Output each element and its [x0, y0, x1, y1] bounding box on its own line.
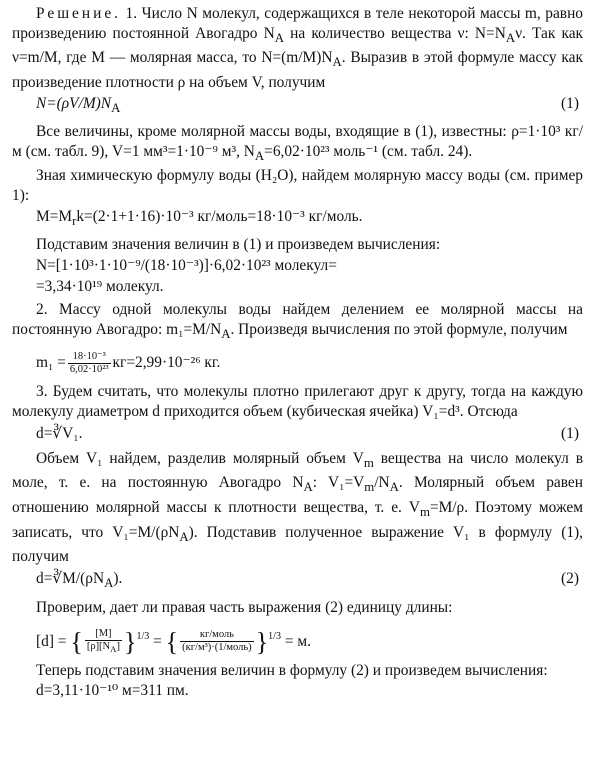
equation-number: (1)	[561, 424, 579, 442]
paragraph-volume: Объем V₁ найдем, разделив молярный объем $V_m$ вещества на число молекул в моле, т. е. на постоянную Авогадро $N_A$: $V_1=V_m/N_A$. Молярный объем равен отношению молярной массы к плотности вещества, т. е. $V_m=M/\rho$. Поэтому можем записать, что $V_1=M/(\rho N_A)$. Подставив полученное выражение V₁ в формулу (1), получим	[12, 449, 584, 566]
equation-d-1: d=∛V₁. (1)	[12, 423, 583, 445]
brace-close: }	[255, 626, 269, 656]
equation-n-line-2: =3,34·10¹⁹ молекул.	[36, 277, 164, 295]
paragraph-known-values: Все величины, кроме молярной массы воды, входящие в (1), известны: ρ=1·10³ кг/м (см. табл. 9), V=1 мм³=1·10⁻⁹ м³, $N_A=6,02\cdot 10^{23}$ моль⁻¹ (см. табл. 24).	[12, 123, 583, 163]
equation-n-line-1: N=[1·10³·1·10⁻⁹/(18·10⁻³)]·6,02·10²³ молекул=	[36, 256, 337, 274]
paragraph-molecule-mass: 2. Массу одной молекулы воды найдем делением ее молярной массы на постоянную Авогадро: $m_1=M/N_A$. Произведя вычисления по этой формуле, получим	[12, 301, 583, 341]
equation-m1: m₁ = $\frac{\text{18·10⁻³}}{\text{6,02·10²³}}$ кг=2,99·10⁻²⁶ кг.	[36, 351, 221, 376]
brace-open: {	[70, 626, 83, 656]
equation-number: (1)	[561, 94, 579, 112]
paragraph-final-substitute: Теперь подставим значения величин в формулу (2) и произведем вычисления:	[36, 661, 548, 679]
brace-open: {	[165, 626, 179, 656]
brace-close: }	[123, 626, 137, 656]
equation-1: $N=(\rho V/M)N_A$ (1)	[36, 94, 579, 115]
fraction-m1: $\frac{\text{18·10⁻³}}{\text{6,02·10²³}}$	[69, 351, 109, 376]
equation-final: d=3,11·10⁻¹⁰ м=311 пм.	[36, 682, 189, 700]
fraction-dimension-2: $\frac{\text{кг/моль}}{\text{(кг/м³)·(1/моль)}}$	[182, 629, 252, 654]
solution-heading: Решение.	[36, 5, 122, 22]
paragraph-water-formula: Зная химическую формулу воды (H₂O), найдем молярную массу воды (см. пример 1):	[12, 167, 583, 205]
equation-d-2: $d=∛M/(\rho N_A)$. (2)	[36, 569, 579, 590]
equation-molar-mass: $M=M_rk=(2\cdot 1+1\cdot 16)\cdot 10^{-3}$ кг/моль=18·10⁻³ кг/моль.	[36, 207, 363, 228]
paragraph-substitute-1: Подставим значения величин в (1) и произведем вычисления:	[36, 236, 441, 254]
equation-number: (2)	[561, 569, 579, 587]
paragraph-cubic-cell: 3. Будем считать, что молекулы плотно прилегают друг к другу, тогда на каждую молекулу диаметром d приходится объем (кубическая ячейка) V₁=d³. Отсюда	[12, 383, 583, 420]
paragraph-unit-check: Проверим, дает ли правая часть выражения (2) единицу длины:	[36, 598, 453, 616]
fraction-dimension-1: $\frac{[M]}{[\rho][N_A]}$	[86, 628, 120, 655]
solution-paragraph-1: Решение. 1. Число N молекул, содержащихся в теле некоторой массы m, равно произведению постоянной Авогадро $N_A$ на количество вещества ν: $N=N_A\nu$. Так как ν=m/M, где M — молярная масса, то $N=(m/M)N_A$. Выразив в этой формуле массу как произведение плотности ρ на объем V, получим	[12, 5, 583, 91]
equation-dimension-check: [d] = { $\frac{[M]}{[\rho][N_A]}$ }$^{1/3}$ = { $\frac{\text{кг/моль}}{\text{(кг/м³)·(1/моль)}}$ }$^{1/3}$ = м.	[36, 626, 311, 656]
